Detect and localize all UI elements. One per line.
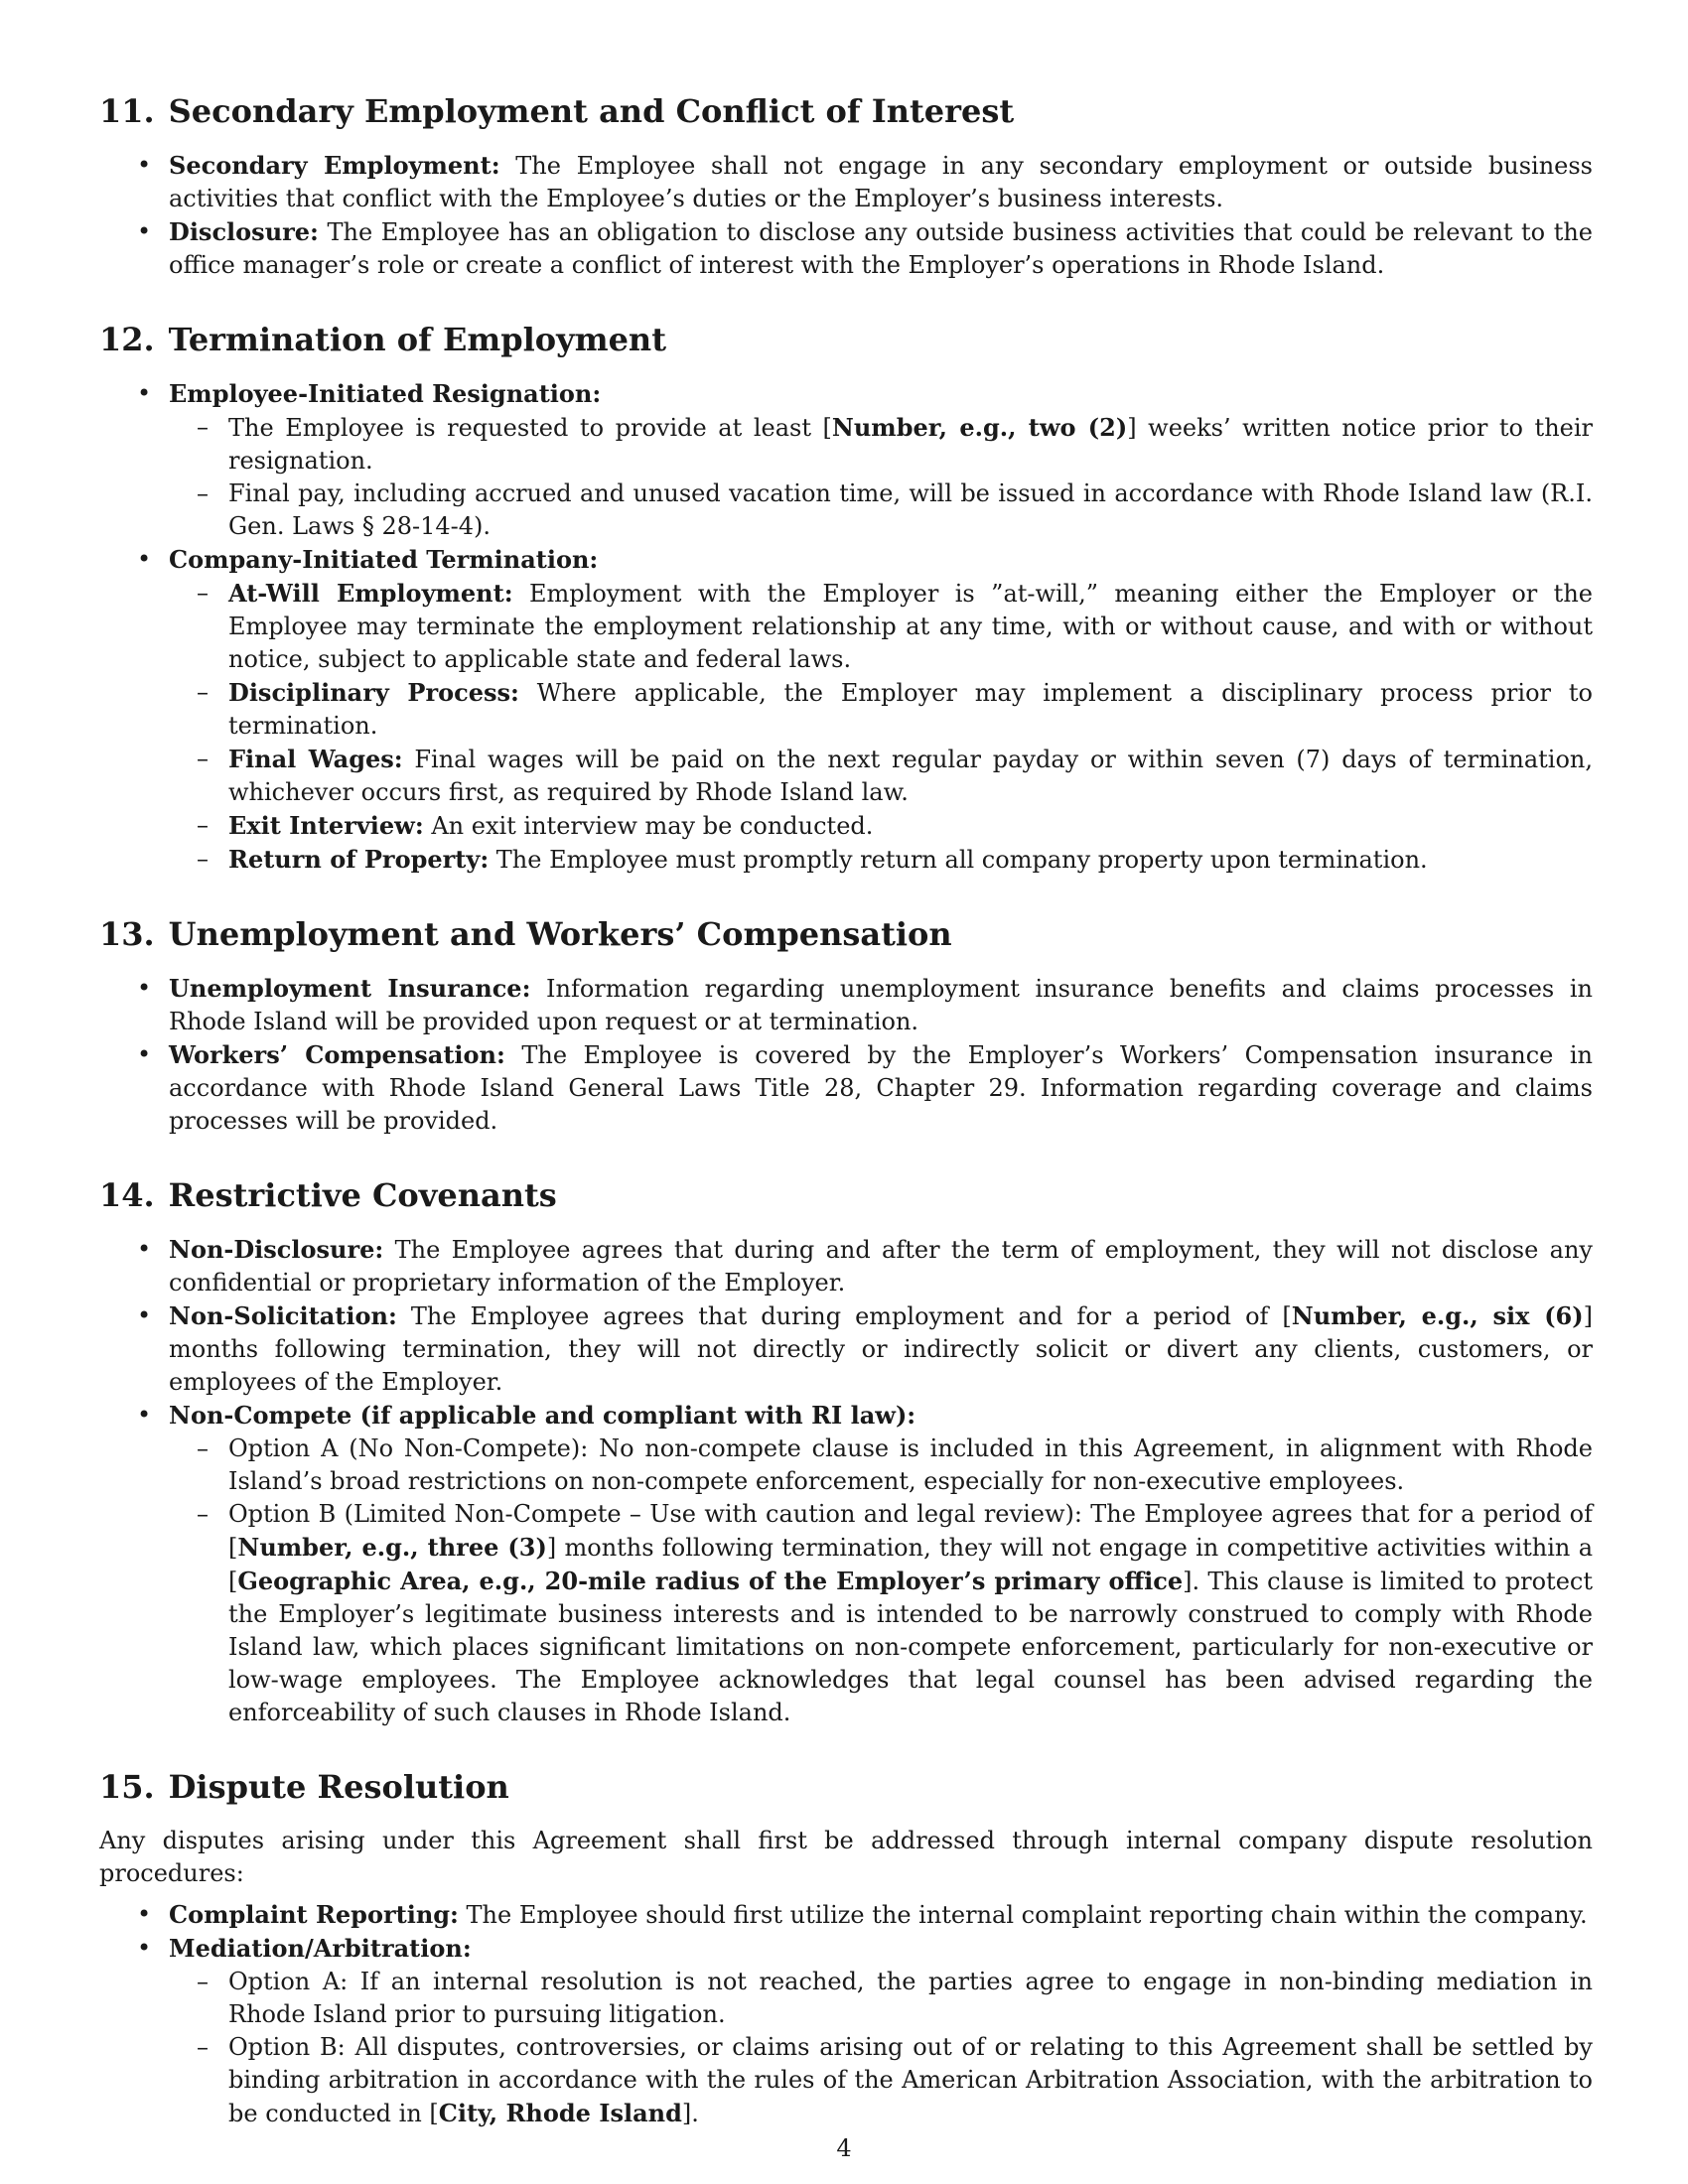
list-item: • Secondary Employment: The Employee shall not engage in any secondary employment or outside business activities that conflict with the Employee’s duties or the Employer’s business interests. <box>99 149 1593 215</box>
sub-list-item: – Exit Interview: An exit interview may be conducted. <box>169 809 1593 843</box>
section-intro: Any disputes arising under this Agreement shall first be addressed through internal company dispute resolution procedures: <box>99 1827 1593 1887</box>
sub-list-item: – Final pay, including accrued and unused vacation time, will be issued in accordance with Rhode Island law (R.I. Gen. Laws § 28-14-4). <box>169 478 1593 543</box>
bullet-list <box>99 1898 1593 2130</box>
list-item: • Non-Disclosure: The Employee agrees that during and after the term of employment, they will not disclose any confidential or proprietary information of the Employer. <box>99 1233 1593 1299</box>
list-item: • Unemployment Insurance: Information regarding unemployment insurance benefits and claims processes in Rhode Island will be provided upon request or at termination. <box>99 972 1593 1038</box>
bullet-list <box>99 377 1593 877</box>
sub-list <box>169 411 1593 543</box>
sub-list-item: – Final Wages: Final wages will be paid on the next regular payday or within seven (7) days of termination, whichever occurs first, as required by Rhode Island law. <box>169 743 1593 809</box>
document-page <box>99 91 1593 2168</box>
section-heading: 11. Secondary Employment and Conflict of Interest <box>99 92 1015 130</box>
section-heading: 13. Unemployment and Workers’ Compensation <box>99 915 952 953</box>
list-item: • Non-Compete (if applicable and compliant with RI law): – Option A (No Non-Compete): No non-compete clause is included in this Agreement, in alignment with Rhode Island’s broad restrictions on non-compete enforcement, especially for non-executive employees. – Option B (Limited Non-Compete – Use with caution and legal review): The Employee agrees that for a period of [Number, e.g., three (3)] months following termination, they will not engage in competitive activities within a [Geographic Area, e.g., 20-mile radius of the Employer’s primary office]. This clause is limited to protect the Employer’s legitimate business interests and is intended to be narrowly construed to comply with Rhode Island law, which places significant limitations on non-compete enforcement, particularly for non-executive or low-wage employees. The Employee acknowledges that legal counsel has been advised regarding the enforceability of such clauses in Rhode Island. <box>99 1399 1593 1729</box>
section-11 <box>99 91 1593 282</box>
section-14 <box>99 1175 1593 1729</box>
list-item: • Complaint Reporting: The Employee should first utilize the internal complaint reporting chain within the company. <box>99 1898 1593 1932</box>
bullet-list <box>99 972 1593 1138</box>
bullet-list <box>99 149 1593 282</box>
list-item: • Disclosure: The Employee has an obligation to disclose any outside business activities that could be relevant to the office manager’s role or create a conflict of interest with the Employer’s operations in Rhode Island. <box>99 215 1593 282</box>
section-heading: 12. Termination of Employment <box>99 321 666 358</box>
section-heading: 15. Dispute Resolution <box>99 1768 509 1806</box>
sub-list-item: – Disciplinary Process: Where applicable, the Employer may implement a disciplinary process prior to termination. <box>169 676 1593 743</box>
sub-list-item: – Option A (No Non-Compete): No non-compete clause is included in this Agreement, in alignment with Rhode Island’s broad restrictions on non-compete enforcement, especially for non-executive employees. <box>169 1433 1593 1498</box>
section-13 <box>99 914 1593 1138</box>
bullet-list <box>99 1233 1593 1729</box>
list-item: • Company-Initiated Termination: – At-Will Employment: Employment with the Employer is ”at-will,” meaning either the Employer or the Employee may terminate the employment relationship at any time, with or without cause, and with or without notice, subject to applicable state and federal laws. – Disciplinary Process: Where applicable, the Employer may implement a disciplinary process prior to termination. – Final Wages: Final wages will be paid on the next regular payday or within seven (7) days of termination, whichever occurs first, as required by Rhode Island law. – Exit Interview: An exit interview may be conducted. – Return of Property: The Employee must promptly return all company property upon termination. <box>99 543 1593 877</box>
list-item: • Workers’ Compensation: The Employee is covered by the Employer’s Workers’ Compensation insurance in accordance with Rhode Island General Laws Title 28, Chapter 29. Information regarding coverage and claims processes will be provided. <box>99 1038 1593 1138</box>
list-item: • Non-Solicitation: The Employee agrees that during employment and for a period of [Number, e.g., six (6)] months following termination, they will not directly or indirectly solicit or divert any clients, customers, or employees of the Employer. <box>99 1299 1593 1399</box>
list-item: • Mediation/Arbitration: – Option A: If an internal resolution is not reached, the parties agree to engage in non-binding mediation in Rhode Island prior to pursuing litigation. – Option B: All disputes, controversies, or claims arising out of or relating to this Agreement shall be settled by binding arbitration in accordance with the rules of the American Arbitration Association, with the arbitration to be conducted in [City, Rhode Island]. <box>99 1932 1593 2130</box>
sub-list <box>169 1966 1593 2130</box>
section-12 <box>99 320 1593 877</box>
sub-list-item: – At-Will Employment: Employment with the Employer is ”at-will,” meaning either the Employer or the Employee may terminate the employment relationship at any time, with or without cause, and with or without notice, subject to applicable state and federal laws. <box>169 577 1593 676</box>
section-heading: 14. Restrictive Covenants <box>99 1176 557 1214</box>
sub-list <box>169 577 1593 877</box>
sub-list-item: – Option B (Limited Non-Compete – Use with caution and legal review): The Employee agrees that for a period of [Number, e.g., three (3)] months following termination, they will not engage in competitive activities within a [Geographic Area, e.g., 20-mile radius of the Employer’s primary office]. This clause is limited to protect the Employer’s legitimate business interests and is intended to be narrowly construed to comply with Rhode Island law, which places significant limitations on non-compete enforcement, particularly for non-executive or low-wage employees. The Employee acknowledges that legal counsel has been advised regarding the enforceability of such clauses in Rhode Island. <box>169 1498 1593 1729</box>
sub-list-item: – Return of Property: The Employee must promptly return all company property upon termination. <box>169 843 1593 877</box>
page-number: 4 <box>836 2134 852 2162</box>
sub-list-item: – Option A: If an internal resolution is not reached, the parties agree to engage in non-binding mediation in Rhode Island prior to pursuing litigation. <box>169 1966 1593 2031</box>
sub-list <box>169 1433 1593 1729</box>
list-item: • Employee-Initiated Resignation: – The Employee is requested to provide at least [Number, e.g., two (2)] weeks’ written notice prior to their resignation. – Final pay, including accrued and unused vacation time, will be issued in accordance with Rhode Island law (R.I. Gen. Laws § 28-14-4). <box>99 377 1593 543</box>
sub-list-item: – Option B: All disputes, controversies, or claims arising out of or relating to this Agreement shall be settled by binding arbitration in accordance with the rules of the American Arbitration Association, with the arbitration to be conducted in [City, Rhode Island]. <box>169 2031 1593 2130</box>
sub-list-item: – The Employee is requested to provide at least [Number, e.g., two (2)] weeks’ written notice prior to their resignation. <box>169 411 1593 478</box>
section-15 <box>99 1767 1593 2130</box>
